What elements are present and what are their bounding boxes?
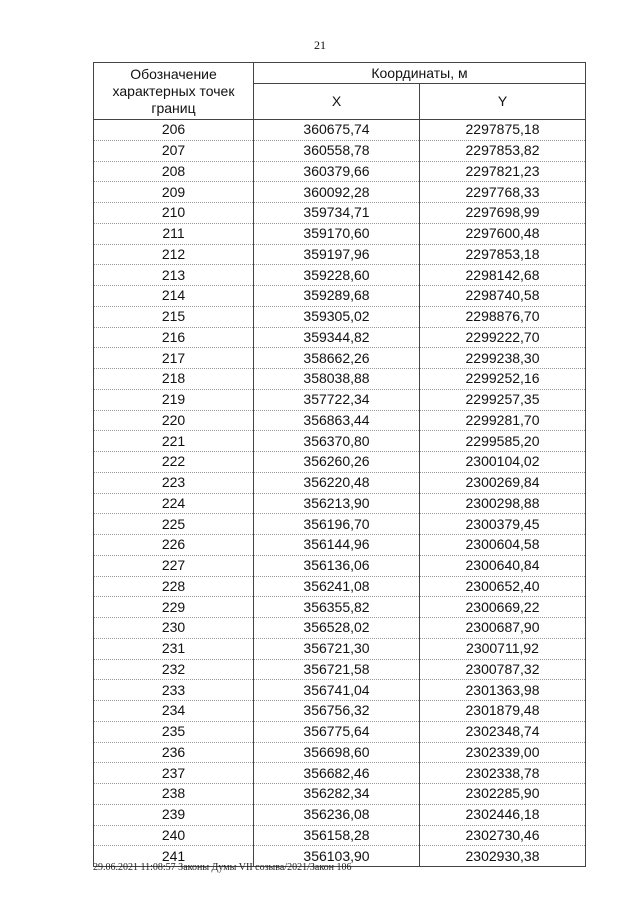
point-id-cell: 234 — [94, 701, 254, 722]
x-coordinate-cell: 359289,68 — [254, 286, 420, 307]
x-coordinate-cell: 356756,32 — [254, 701, 420, 722]
table-row — [94, 327, 586, 348]
table-row — [94, 742, 586, 763]
table-row — [94, 535, 586, 556]
y-coordinate-cell: 2300787,32 — [420, 659, 586, 680]
page-number: 21 — [314, 38, 326, 52]
table-row — [94, 369, 586, 390]
table-row — [94, 659, 586, 680]
x-coordinate-cell: 360379,66 — [254, 161, 420, 182]
point-id-cell: 223 — [94, 472, 254, 493]
table-row — [94, 825, 586, 846]
y-coordinate-cell: 2302348,74 — [420, 721, 586, 742]
table-row — [94, 389, 586, 410]
point-id-cell: 230 — [94, 618, 254, 639]
header-coordinates: Координаты, м — [254, 63, 586, 84]
x-coordinate-cell: 356863,44 — [254, 410, 420, 431]
y-coordinate-cell: 2297698,99 — [420, 203, 586, 224]
y-coordinate-cell: 2297875,18 — [420, 120, 586, 141]
table-row — [94, 763, 586, 784]
point-id-cell: 224 — [94, 493, 254, 514]
table-row — [94, 701, 586, 722]
table-row — [94, 514, 586, 535]
x-coordinate-cell: 356158,28 — [254, 825, 420, 846]
x-coordinate-cell: 356370,80 — [254, 431, 420, 452]
x-coordinate-cell: 356721,30 — [254, 638, 420, 659]
x-coordinate-cell: 360558,78 — [254, 140, 420, 161]
point-id-cell: 226 — [94, 535, 254, 556]
y-coordinate-cell: 2301879,48 — [420, 701, 586, 722]
x-coordinate-cell: 356241,08 — [254, 576, 420, 597]
table-row — [94, 493, 586, 514]
y-coordinate-cell: 2301363,98 — [420, 680, 586, 701]
x-coordinate-cell: 356355,82 — [254, 597, 420, 618]
point-id-cell: 232 — [94, 659, 254, 680]
table-row — [94, 410, 586, 431]
table-row — [94, 120, 586, 141]
y-coordinate-cell: 2300104,02 — [420, 452, 586, 473]
point-id-cell: 213 — [94, 265, 254, 286]
point-id-cell: 220 — [94, 410, 254, 431]
point-id-cell: 239 — [94, 804, 254, 825]
x-coordinate-cell: 356775,64 — [254, 721, 420, 742]
table-row — [94, 140, 586, 161]
table-row — [94, 721, 586, 742]
footer-stamp: 29.06.2021 11:08:57 Законы Думы VII созыва/2021/Закон 106 — [93, 862, 352, 873]
x-coordinate-cell: 359344,82 — [254, 327, 420, 348]
point-id-cell: 208 — [94, 161, 254, 182]
point-id-cell: 240 — [94, 825, 254, 846]
x-coordinate-cell: 360092,28 — [254, 182, 420, 203]
x-coordinate-cell: 356144,96 — [254, 535, 420, 556]
table-row — [94, 223, 586, 244]
y-coordinate-cell: 2300687,90 — [420, 618, 586, 639]
x-coordinate-cell: 359305,02 — [254, 306, 420, 327]
point-id-cell: 229 — [94, 597, 254, 618]
y-coordinate-cell: 2299252,16 — [420, 369, 586, 390]
x-coordinate-cell: 356196,70 — [254, 514, 420, 535]
point-id-cell: 228 — [94, 576, 254, 597]
y-coordinate-cell: 2299281,70 — [420, 410, 586, 431]
x-coordinate-cell: 356260,26 — [254, 452, 420, 473]
table-row — [94, 472, 586, 493]
y-coordinate-cell: 2297853,18 — [420, 244, 586, 265]
y-coordinate-cell: 2302285,90 — [420, 784, 586, 805]
y-coordinate-cell: 2300269,84 — [420, 472, 586, 493]
header-x: X — [254, 84, 420, 120]
y-coordinate-cell: 2300711,92 — [420, 638, 586, 659]
point-id-cell: 222 — [94, 452, 254, 473]
table-body — [94, 120, 586, 867]
coordinates-table — [93, 62, 586, 867]
point-id-cell: 209 — [94, 182, 254, 203]
x-coordinate-cell: 359228,60 — [254, 265, 420, 286]
table-row — [94, 306, 586, 327]
point-id-cell: 233 — [94, 680, 254, 701]
y-coordinate-cell: 2297600,48 — [420, 223, 586, 244]
x-coordinate-cell: 356528,02 — [254, 618, 420, 639]
x-coordinate-cell: 359170,60 — [254, 223, 420, 244]
y-coordinate-cell: 2300604,58 — [420, 535, 586, 556]
x-coordinate-cell: 359197,96 — [254, 244, 420, 265]
point-id-cell: 217 — [94, 348, 254, 369]
point-id-cell: 241 — [94, 846, 254, 867]
header-y: Y — [420, 84, 586, 120]
table-row — [94, 638, 586, 659]
point-id-cell: 212 — [94, 244, 254, 265]
x-coordinate-cell: 358038,88 — [254, 369, 420, 390]
x-coordinate-cell: 356682,46 — [254, 763, 420, 784]
y-coordinate-cell: 2298740,58 — [420, 286, 586, 307]
x-coordinate-cell: 356236,08 — [254, 804, 420, 825]
table-row — [94, 597, 586, 618]
table-row — [94, 784, 586, 805]
y-coordinate-cell: 2298876,70 — [420, 306, 586, 327]
table-row — [94, 203, 586, 224]
point-id-cell: 214 — [94, 286, 254, 307]
x-coordinate-cell: 356721,58 — [254, 659, 420, 680]
table-row — [94, 244, 586, 265]
x-coordinate-cell: 358662,26 — [254, 348, 420, 369]
table-header — [94, 63, 586, 120]
y-coordinate-cell: 2298142,68 — [420, 265, 586, 286]
point-id-cell: 237 — [94, 763, 254, 784]
table-row — [94, 348, 586, 369]
point-id-cell: 235 — [94, 721, 254, 742]
x-coordinate-cell: 356741,04 — [254, 680, 420, 701]
y-coordinate-cell: 2297853,82 — [420, 140, 586, 161]
x-coordinate-cell: 356220,48 — [254, 472, 420, 493]
point-id-cell: 227 — [94, 555, 254, 576]
x-coordinate-cell: 356136,06 — [254, 555, 420, 576]
table-row — [94, 618, 586, 639]
point-id-cell: 225 — [94, 514, 254, 535]
point-id-cell: 236 — [94, 742, 254, 763]
point-id-cell: 211 — [94, 223, 254, 244]
point-id-cell: 238 — [94, 784, 254, 805]
y-coordinate-cell: 2300379,45 — [420, 514, 586, 535]
point-id-cell: 216 — [94, 327, 254, 348]
point-id-cell: 221 — [94, 431, 254, 452]
x-coordinate-cell: 356282,34 — [254, 784, 420, 805]
point-id-cell: 219 — [94, 389, 254, 410]
x-coordinate-cell: 356103,90 — [254, 846, 420, 867]
y-coordinate-cell: 2300669,22 — [420, 597, 586, 618]
x-coordinate-cell: 356698,60 — [254, 742, 420, 763]
table-row — [94, 265, 586, 286]
point-id-cell: 218 — [94, 369, 254, 390]
y-coordinate-cell: 2302730,46 — [420, 825, 586, 846]
table-row — [94, 680, 586, 701]
y-coordinate-cell: 2302930,38 — [420, 846, 586, 867]
table-row — [94, 286, 586, 307]
y-coordinate-cell: 2302338,78 — [420, 763, 586, 784]
table-row — [94, 576, 586, 597]
point-id-cell: 215 — [94, 306, 254, 327]
y-coordinate-cell: 2300640,84 — [420, 555, 586, 576]
y-coordinate-cell: 2299238,30 — [420, 348, 586, 369]
point-id-cell: 207 — [94, 140, 254, 161]
y-coordinate-cell: 2302339,00 — [420, 742, 586, 763]
y-coordinate-cell: 2299257,35 — [420, 389, 586, 410]
point-id-cell: 206 — [94, 120, 254, 141]
table-row — [94, 804, 586, 825]
point-id-cell: 231 — [94, 638, 254, 659]
x-coordinate-cell: 357722,34 — [254, 389, 420, 410]
y-coordinate-cell: 2300652,40 — [420, 576, 586, 597]
table-row — [94, 452, 586, 473]
y-coordinate-cell: 2302446,18 — [420, 804, 586, 825]
x-coordinate-cell: 359734,71 — [254, 203, 420, 224]
y-coordinate-cell: 2297768,33 — [420, 182, 586, 203]
y-coordinate-cell: 2299222,70 — [420, 327, 586, 348]
y-coordinate-cell: 2297821,23 — [420, 161, 586, 182]
table-row — [94, 431, 586, 452]
header-designation: Обозначение характерных точек границ — [94, 63, 254, 120]
point-id-cell: 210 — [94, 203, 254, 224]
y-coordinate-cell: 2300298,88 — [420, 493, 586, 514]
table-row — [94, 182, 586, 203]
table-row — [94, 161, 586, 182]
x-coordinate-cell: 360675,74 — [254, 120, 420, 141]
y-coordinate-cell: 2299585,20 — [420, 431, 586, 452]
table-row — [94, 555, 586, 576]
x-coordinate-cell: 356213,90 — [254, 493, 420, 514]
